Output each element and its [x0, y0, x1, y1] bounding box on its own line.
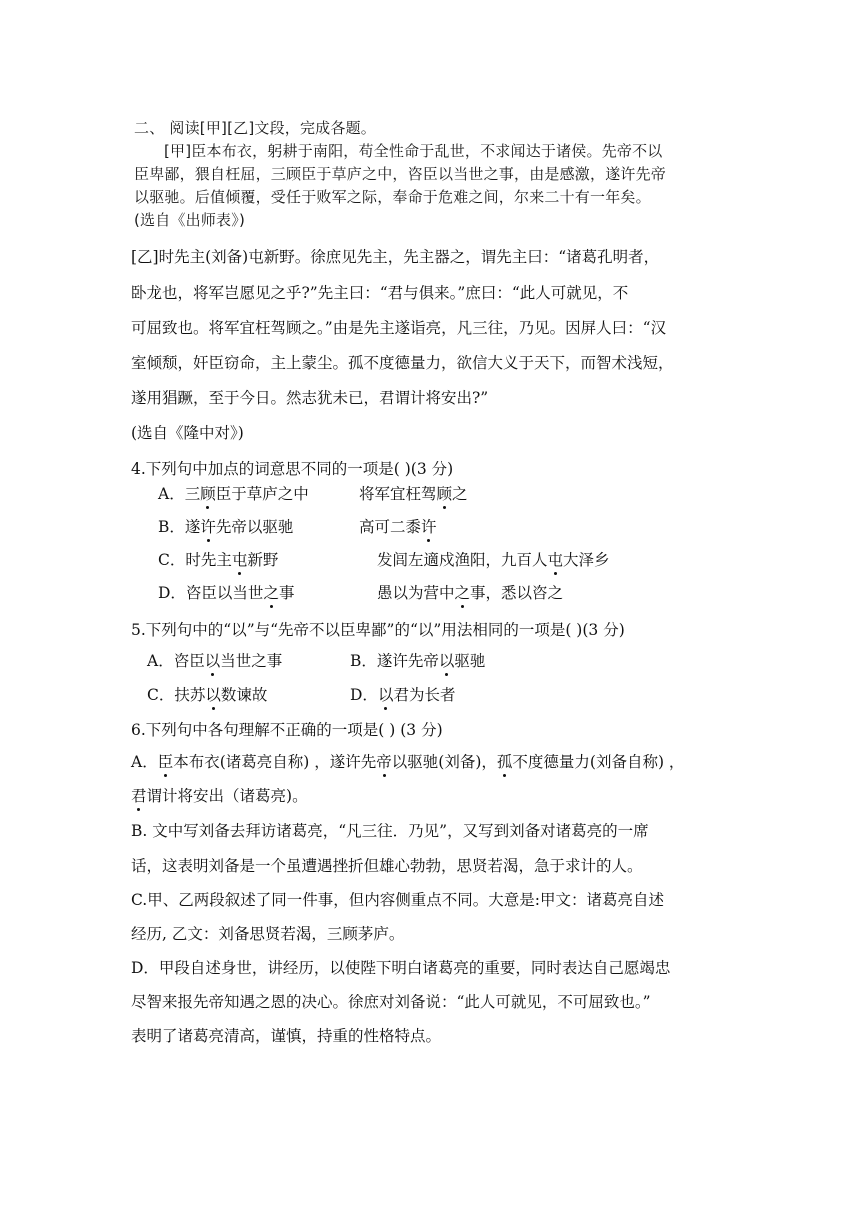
jia-line-3: 以驱驰。后值倾覆，受任于败军之际，奉命于危难之间，尔来二十有一年矣。 [134, 188, 651, 206]
q4-option-c: C．时先主屯新野 [158, 551, 279, 569]
q4-option-d: D．咨臣以当世之事 [158, 584, 295, 602]
q4-option-a-compare: 将军宜枉驾顾之 [359, 485, 468, 503]
yi-line-3: 可屈致也。将军宜枉驾顾之。”由是先主遂诣亮，凡三往，乃见。因屏人曰：“汉 [131, 319, 667, 337]
q4-option-a: A．三顾臣于草庐之中 [158, 485, 309, 503]
q4-option-b: B．遂许先帝以驱驰 [158, 518, 294, 536]
q6-option-d-line-2: 尽智来报先帝知遇之恩的决心。徐庶对刘备说：“此人可就见，不可屈致也。” [131, 993, 651, 1011]
q6-stem: 6.下列句中各句理解不正确的一项是( ) (3 分) [131, 721, 443, 739]
jia-line-2: 臣卑鄙，猥自枉屈，三顾臣于草庐之中，咨臣以当世之事，由是感激，遂许先帝 [134, 165, 667, 183]
q5-stem: 5.下列句中的“以”与“先帝不以臣卑鄙”的“以”用法相同的一项是( )(3 分) [131, 621, 625, 639]
jia-source: (选自《出师表》) [134, 211, 246, 229]
yi-line-4: 室倾颓，奸臣窃命，主上蒙尘。孤不度德量力，欲信大义于天下，而智术浅短， [131, 354, 674, 372]
q5-option-d: D．以君为长者 [350, 686, 456, 704]
q4-option-d-compare: 愚以为营中之事，悉以咨之 [377, 584, 564, 602]
yi-line-5: 遂用猖蹶，至于今日。然志犹未已，君谓计将安出?” [131, 389, 489, 407]
q4-stem: 4.下列句中加点的词意思不同的一项是( )(3 分) [131, 460, 454, 478]
q5-option-a: A．咨臣以当世之事 [147, 652, 283, 670]
q6-option-c-line-2: 经历, 乙文：刘备思贤若渴，三顾茅庐。 [131, 925, 405, 943]
q4-option-c-compare: 发闾左適戍渔阳，九百人屯大泽乡 [377, 551, 610, 569]
section-heading: 二、 阅读[甲][乙]文段，完成各题。 [134, 119, 376, 137]
q6-option-b-line-1: B. 文中写刘备去拜访诸葛亮，“凡三往．乃见”，又写到刘备对诸葛亮的一席 [131, 822, 649, 840]
q6-option-d-line-3: 表明了诸葛亮清高，谨慎，持重的性格特点。 [131, 1027, 442, 1045]
yi-line-2: 卧龙也，将军岂愿见之乎?”先主曰：“君与俱来。”庶曰：“此人可就见，不 [131, 284, 629, 302]
q5-option-b: B．遂许先帝以驱驰 [350, 652, 486, 670]
q6-option-c-line-1: C.甲、乙两段叙述了同一件事，但内容侧重点不同。大意是:甲文：诸葛亮自述 [131, 891, 664, 909]
yi-source: (选自《隆中对》) [131, 424, 244, 442]
yi-line-1: [乙]时先主(刘备)屯新野。徐庶见先主，先主器之，谓先主曰：“诸葛孔明者， [131, 248, 660, 266]
q6-option-a-line-1: A．臣本布衣(诸葛亮自称) ，遂许先帝以驱驰(刘备)，孤不度德量力(刘备自称) ， [131, 753, 685, 771]
q6-option-a-line-2: 君谓计将安出（诸葛亮)。 [131, 787, 308, 805]
q6-option-d-line-1: D．甲段自述身世，讲经历，以使陛下明白诸葛亮的重要，同时表达自己愿竭忠 [131, 959, 671, 977]
q6-option-b-line-2: 话，这表明刘备是一个虽遭遇挫折但雄心勃勃，思贤若渴，急于求计的人。 [131, 857, 643, 875]
q5-option-c: C．扶苏以数谏故 [147, 686, 268, 704]
jia-line-1: [甲]臣本布衣，躬耕于南阳，苟全性命于乱世，不求闻达于诸侯。先帝不以 [164, 142, 663, 160]
q4-option-b-compare: 高可二黍许 [359, 518, 437, 536]
